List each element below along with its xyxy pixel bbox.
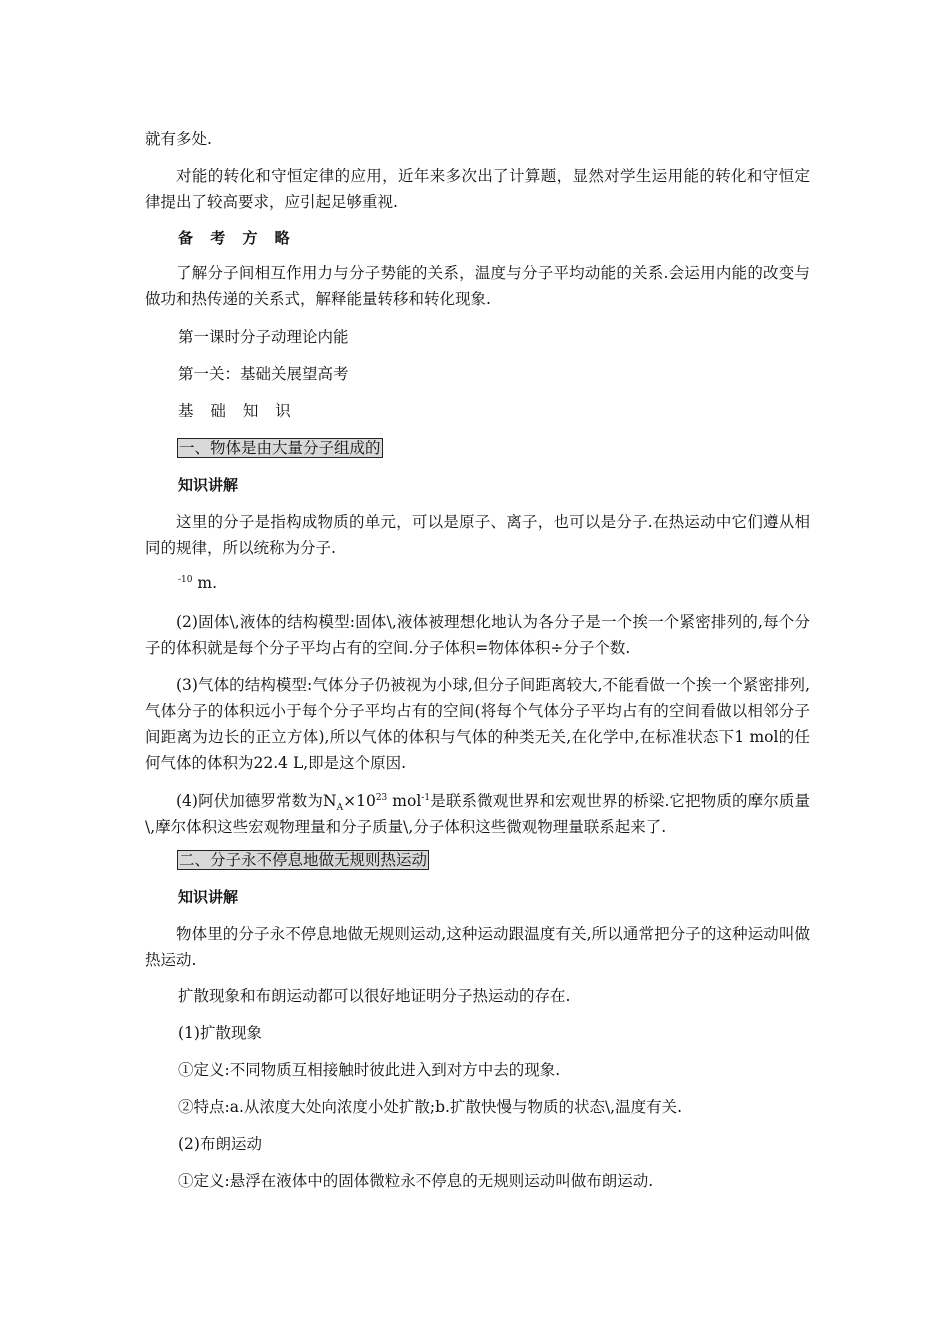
unit: m. xyxy=(192,574,218,592)
avogadro-unit-exponent: -1 xyxy=(421,792,431,803)
molecule-size-fragment xyxy=(178,572,217,594)
heading-exam-strategy: 备 考 方 略 xyxy=(178,229,296,247)
paragraph-solid-liquid-model: (2)固体\,液体的结构模型:固体\,液体被理想化地认为各分子是一个挨一个紧密排列的,每个分子的体积就是每个分子平均占有的空间.分子体积=物体体积÷分子个数. xyxy=(145,613,810,657)
paragraph-avogadro xyxy=(145,788,810,840)
paragraph-molecule-definition: 这里的分子是指构成物质的单元，可以是原子、离子，也可以是分子.在热运动中它们遵从相同的规律，所以统称为分子. xyxy=(145,513,810,557)
exponent: -10 xyxy=(178,574,193,585)
section-two-label: 二、分子永不停息地做无规则热运动 xyxy=(179,851,428,869)
lesson-title: 第一课时分子动理论内能 xyxy=(178,328,349,346)
knowledge-heading-1: 知识讲解 xyxy=(178,476,239,494)
avogadro-text-a: (4)阿伏加德罗常数为N xyxy=(176,792,337,810)
knowledge-heading-2: 知识讲解 xyxy=(178,888,239,906)
paragraph-evidence: 扩散现象和布朗运动都可以很好地证明分子热运动的存在. xyxy=(178,987,571,1005)
avogadro-text-d: 是联系微观世界和宏观世界的桥梁.它把物质的摩尔质量\,摩尔体积这些宏观物理量和分子质量\,分子体积这些微观物理量联系起来了. xyxy=(145,792,810,836)
paragraph-thermal-motion: 物体里的分子永不停息地做无规则运动,这种运动跟温度有关,所以通常把分子的这种运动叫做热运动. xyxy=(145,925,810,969)
avogadro-exponent: 23 xyxy=(375,792,388,803)
avogadro-text-b: ×10 xyxy=(343,792,376,810)
diffusion-definition: ①定义:不同物质互相接触时彼此进入到对方中去的现象. xyxy=(178,1061,561,1079)
section-two-heading xyxy=(177,849,429,871)
paragraph-energy-conservation: 对能的转化和守恒定律的应用，近年来多次出了计算题，显然对学生运用能的转化和守恒定律提出了较高要求，应引起足够重视. xyxy=(145,167,810,211)
paragraph-strategy: 了解分子间相互作用力与分子势能的关系，温度与分子平均动能的关系.会运用内能的改变与做功和热传递的关系式，解释能量转移和转化现象. xyxy=(145,264,810,308)
diffusion-features: ②特点:a.从浓度大处向浓度小处扩散;b.扩散快慢与物质的状态\,温度有关. xyxy=(178,1098,683,1116)
avogadro-text-c: mol xyxy=(387,792,422,810)
avogadro-subscript: A xyxy=(336,803,344,814)
item-brownian: (2)布朗运动 xyxy=(178,1135,262,1153)
item-diffusion: (1)扩散现象 xyxy=(178,1024,262,1042)
pass-title: 第一关：基础关展望高考 xyxy=(178,365,349,383)
section-one-label: 一、物体是由大量分子组成的 xyxy=(179,439,381,457)
brownian-definition: ①定义:悬浮在液体中的固体微粒永不停息的无规则运动叫做布朗运动. xyxy=(178,1172,654,1190)
paragraph-continuation: 就有多处. xyxy=(145,130,212,148)
basics-title: 基 础 知 识 xyxy=(178,402,297,420)
paragraph-gas-model: (3)气体的结构模型:气体分子仍被视为小球,但分子间距离较大,不能看做一个挨一个紧密排列,气体分子的体积远小于每个分子平均占有的空间(将每个气体分子平均占有的空间看做以相邻分子间距离为边长的正立方体),所以气体的体积与气体的种类无关,在化学中,在标准状态下1 mol的任何气体的体积为22.4 L,即是这个原因. xyxy=(145,676,810,772)
section-one-heading xyxy=(177,437,383,459)
